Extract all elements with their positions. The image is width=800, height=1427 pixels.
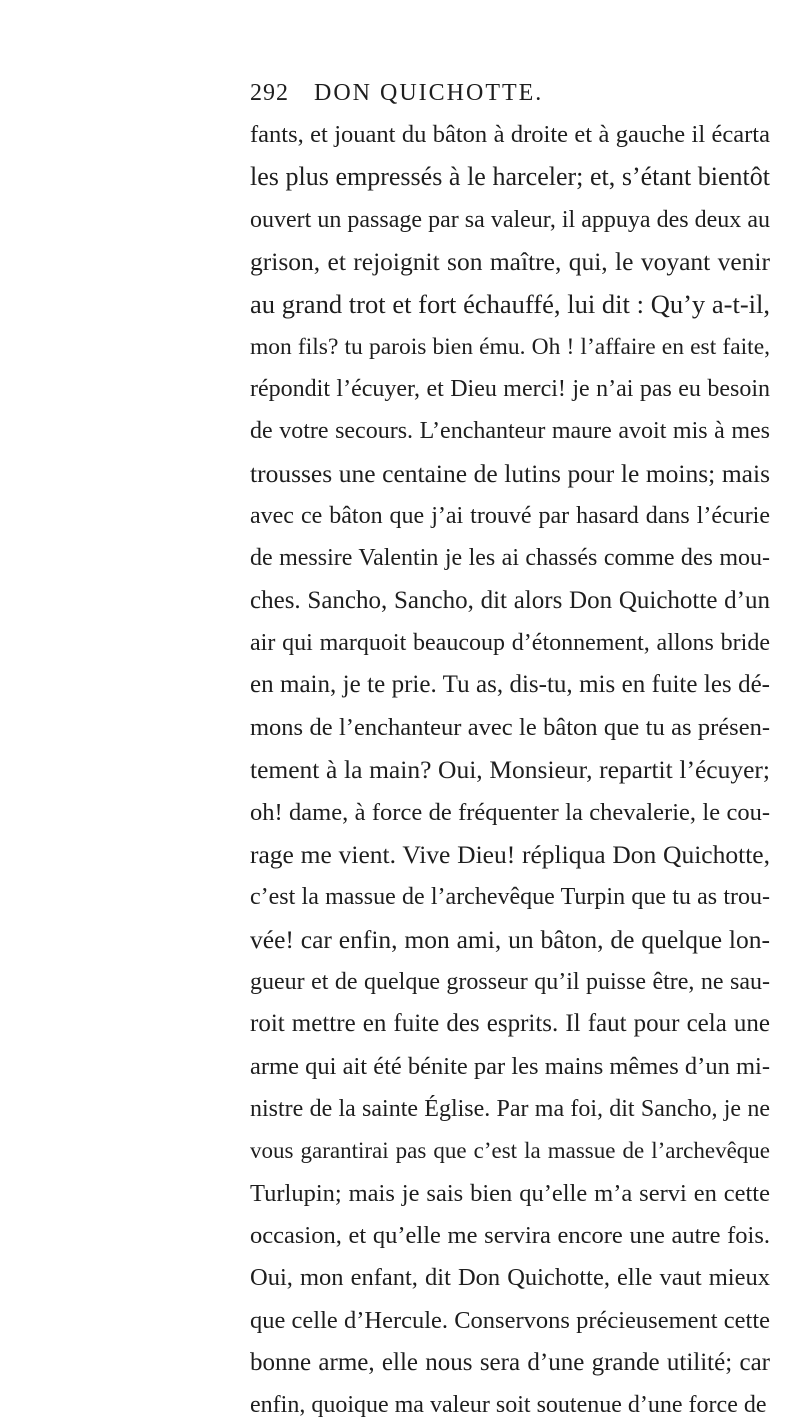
running-head xyxy=(250,80,750,110)
text-line: bonne arme, elle nous sera d’une grande utilité; car xyxy=(250,1348,770,1376)
text-line: mons de l’enchanteur avec le bâton que tu as présen- xyxy=(250,713,770,741)
text-line: de votre secours. L’enchanteur maure avoit mis à mes xyxy=(250,418,770,445)
page-number: 292 xyxy=(250,80,289,106)
text-line: occasion, et qu’elle me servira encore une autre fois. xyxy=(250,1221,770,1249)
text-line: ouvert un passage par sa valeur, il appuya des deux au xyxy=(250,206,770,233)
text-line: arme qui ait été bénite par les mains mêmes d’un mi- xyxy=(250,1052,770,1080)
text-line: c’est la massue de l’archevêque Turpin que tu as trou- xyxy=(250,884,770,911)
text-line: en main, je te prie. Tu as, dis-tu, mis en fuite les dé- xyxy=(250,671,770,699)
text-line: gueur et de quelque grosseur qu’il puisse être, ne sau- xyxy=(250,968,770,995)
text-line: grison, et rejoignit son maître, qui, le voyant venir xyxy=(250,247,770,277)
running-title: DON QUICHOTTE. xyxy=(314,80,544,106)
text-line: les plus empressés à le harceler; et, s’étant bientôt xyxy=(250,162,770,192)
text-line: de messire Valentin je les ai chassés comme des mou- xyxy=(250,545,770,572)
text-line: vous garantirai pas que c’est la massue de l’archevêque xyxy=(250,1138,770,1164)
text-line: au grand trot et fort échauffé, lui dit : Qu’y a-t-il, xyxy=(250,289,770,320)
text-line: enfin, quoique ma valeur soit soutenue d’une force de xyxy=(250,1392,767,1419)
text-line: avec ce bâton que j’ai trouvé par hasard dans l’écurie xyxy=(250,503,770,530)
text-line: mon fils? tu parois bien ému. Oh ! l’affaire en est faite, xyxy=(250,333,770,360)
text-line: vée! car enfin, mon ami, un bâton, de quelque lon- xyxy=(250,924,770,954)
text-line: ches. Sancho, Sancho, dit alors Don Quichotte d’un xyxy=(250,586,770,614)
text-line: que celle d’Hercule. Conservons précieusement cette xyxy=(250,1306,770,1334)
text-line: rage me vient. Vive Dieu! répliqua Don Quichotte, xyxy=(250,839,770,869)
body-text xyxy=(250,114,770,1427)
text-line: répondit l’écuyer, et Dieu merci! je n’ai pas eu besoin xyxy=(250,376,770,403)
text-line: nistre de la sainte Église. Par ma foi, dit Sancho, je ne xyxy=(250,1095,770,1122)
text-line: oh! dame, à force de fréquenter la chevalerie, le cou- xyxy=(250,798,770,826)
text-line: Oui, mon enfant, dit Don Quichotte, elle vaut mieux xyxy=(250,1264,770,1292)
text-line: tement à la main? Oui, Monsieur, repartit l’écuyer; xyxy=(250,755,770,785)
text-line: air qui marquoit beaucoup d’étonnement, allons bride xyxy=(250,630,770,657)
text-line: roit mettre en fuite des esprits. Il faut pour cela une xyxy=(250,1010,770,1038)
text-line: Turlupin; mais je sais bien qu’elle m’a servi en cette xyxy=(250,1179,770,1207)
text-line: fants, et jouant du bâton à droite et à gauche il écarta xyxy=(250,121,770,148)
text-line: trousses une centaine de lutins pour le moins; mais xyxy=(250,458,770,488)
